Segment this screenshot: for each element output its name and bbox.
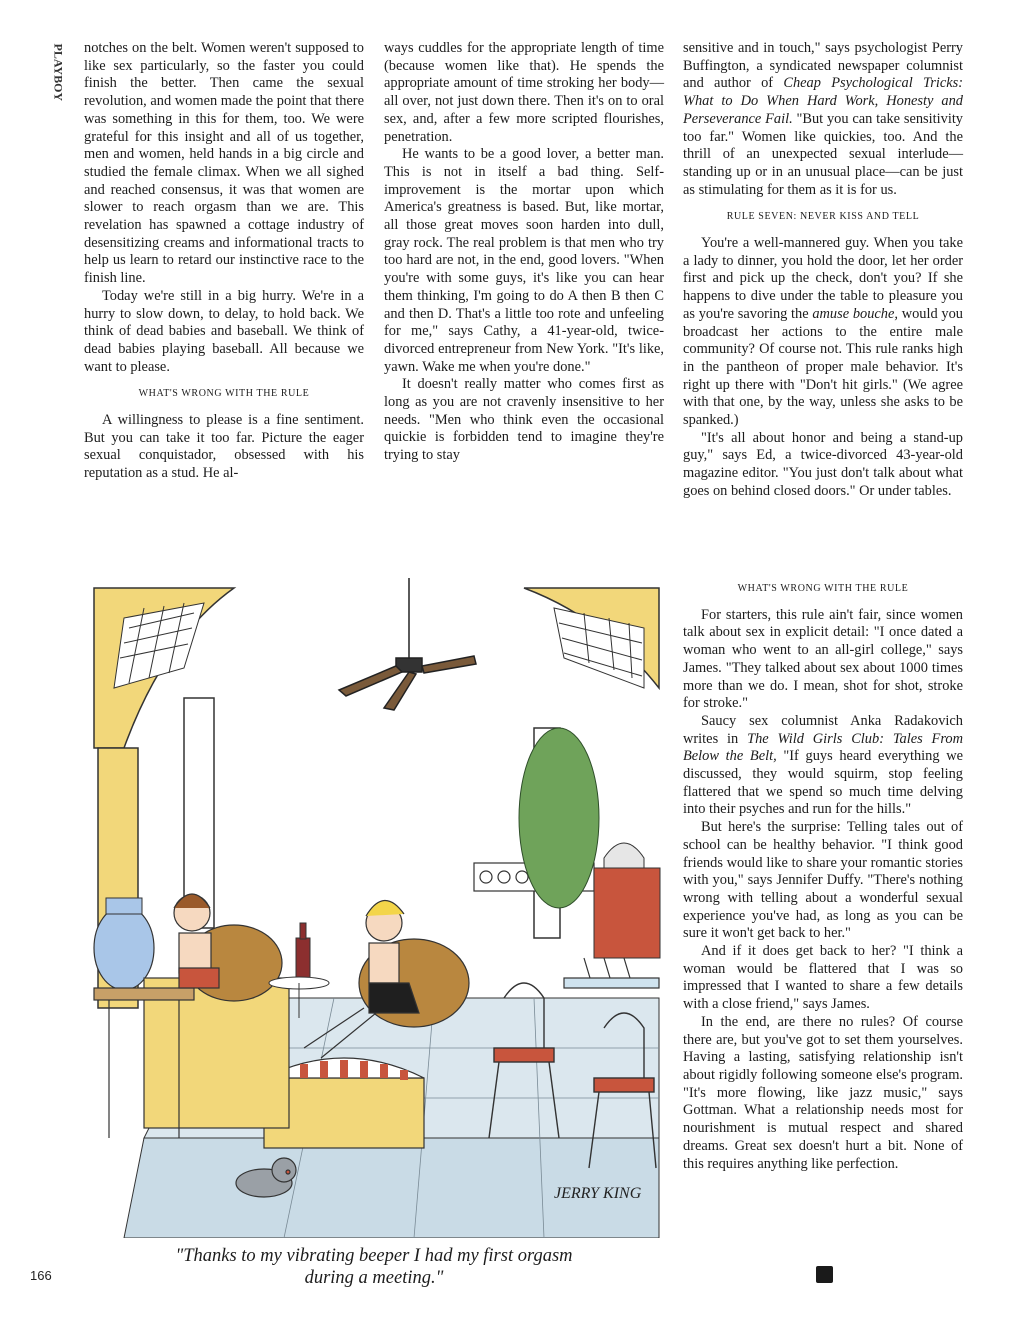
text-run: "If guys heard everything we discussed, they would squirm, stop feeling flattered that we spend so much time delving into their psyches and run for the hills." (683, 748, 963, 818)
column-3 (683, 40, 963, 501)
column-2 (384, 40, 664, 465)
paragraph: And if it does get back to her? "I think a woman would be flattered that I was so impressed that I wanted to share a few details with a close friend," says James. (683, 943, 963, 1013)
paragraph: For starters, this rule ain't fair, since women talk about sex in explicit detail: "I once dated a woman who went to an all-girl college," says James. "They talked about sex about 1000 times more than we do. I mean, shot for shot, stroke for stroke." (683, 606, 963, 712)
cartoon-caption (84, 1245, 664, 1289)
text-run: would you broadcast her actions to the entire male community? Of course not. This rule ranks high in the pantheon of proper male behavior. It's right up there with "Don't hit girls." (We agree with that one, by the way, unless she asks to be spanked.) (683, 305, 963, 429)
cartoon-illustration (84, 578, 664, 1238)
section-heading: WHAT'S WRONG WITH THE RULE (138, 388, 310, 400)
paragraph (683, 40, 963, 199)
section-heading: WHAT'S WRONG WITH THE RULE (737, 583, 909, 594)
paragraph: notches on the belt. Women weren't supposed to like sex particularly, so the faster you could finish the better. Then came the sexual revolution, and women made the point that there was something in this for them, too. We were grateful for this insight and all of us together, men and women, held hands in a big circle and studied the female climax. When we all sighed and reached consensus, it was that women are slower to reach orgasm than we are. This revelation has spawned a cottage industry of desensitizing creams and informational tracts to help us learn to retard our instinctive race to the finish line. (84, 40, 364, 287)
rabbit-end-mark-icon (816, 1266, 833, 1283)
book-title: Cheap Psychological Tricks: What to Do When Hard Work, Honesty and Perseverance Fail. (683, 75, 964, 127)
left-column (184, 698, 214, 928)
paragraph: "It's all about honor and being a stand-up guy," says Ed, a twice-divorced 43-year-old magazine editor. "You just don't talk about what goes on behind closed doors." Or under tables. (683, 429, 963, 499)
caption-line: "Thanks to my vibrating beeper I had my first orgasm (175, 1246, 573, 1266)
paragraph: Today we're still in a big hurry. We're in a hurry to slow down, to delay, to hold back. We think of dead babies and baseball. We think of dead babies playing baseball. All because we want to please. (84, 287, 364, 375)
paragraph: But here's the surprise: Telling tales out of school can be healthy behavior. "I think good friends would like to share your romantic stories with you," says Jennifer Duffy. "There's nothing wrong with telling about a wonderful sexual experience you've had, as long as you can be sure it won't get back to her." (683, 819, 963, 942)
caption-line: during a meeting." (304, 1268, 444, 1288)
section-heading: RULE SEVEN: NEVER KISS AND TELL (726, 211, 920, 223)
text-run: Saucy sex columnist Anka Radakovich writes in (683, 712, 963, 747)
text-run: "But you can take sensitivity too far." Women like quickies, too. And the thrill of an unexpected sexual interlude—standing up or in an unusual place—can be just as stimulating for them as it is for us. (683, 110, 964, 198)
paragraph: He wants to be a good lover, a better man. This is not in itself a bad thing. Self-improvement is the mortar upon which America's greatness is based. But, like mortar, all those great moves soon harden into dull, gray rock. The real problem is that men who try too hard are not, in the end, good lovers. "When you're with some guys, it's like you can hear them thinking, I'm going to do A then B then C and then D. That's a little too rote and unfeeling for me," says Cathy, a 41-year-old, twice-divorced entrepreneur from New York. "It's like, yawn. Wake me when you're done." (384, 146, 664, 375)
paragraph: In the end, are there no rules? Of course there are, but you've got to set them yourselves. Having a lasting, satisfying relationship isn't about rigidly following someone else's program. "It's more flowing, like jazz music," says Gottman. What a relationship needs most for nourishment is mutual respect and shared dreams. Great sex doesn't hurt a bit. None of this requires anything like perfection. (683, 1013, 963, 1172)
paragraph (683, 713, 963, 819)
running-head (50, 42, 66, 102)
paragraph: A willingness to please is a fine sentiment. But you can take it too far. Picture the eager sexual conquistador, obsessed with his reputation as a stud. He al- (84, 412, 364, 482)
paragraph: ways cuddles for the appropriate length of time (because women like that). He spends the appropriate amount of time stroking her body—all over, not just down there. Then it's on to oral sex, and, after a few more scripted flourishes, penetration. (384, 40, 664, 145)
brick-wall (594, 868, 660, 958)
text-run: You're a well-mannered guy. When you take a lady to dinner, you hold the door, let her order first and pick up the check, don't you? If she happens to dive under the table to pleasure you as you're savoring the (683, 235, 963, 322)
book-title: The Wild Girls Club: Tales From Below the Belt, (683, 730, 963, 765)
column-3-continued (683, 580, 963, 1173)
page-number: 166 (30, 1268, 52, 1283)
paragraph (683, 235, 963, 430)
paragraph: It doesn't really matter who comes first as long as you are not cravenly insensitive to her needs. "Men who think even the occasional quickie is forbidden tend to imagine they're trying to stay (384, 376, 664, 464)
text-run: sensitive and in touch," says psychologist Perry Buffington, a syndicated newspaper columnist and author of (683, 40, 963, 92)
running-head-text: PLAYBOY (51, 43, 66, 102)
artist-signature: JERRY KING (554, 1185, 642, 1202)
emphasis: amuse bouche, (812, 305, 898, 322)
column-1 (84, 40, 364, 483)
